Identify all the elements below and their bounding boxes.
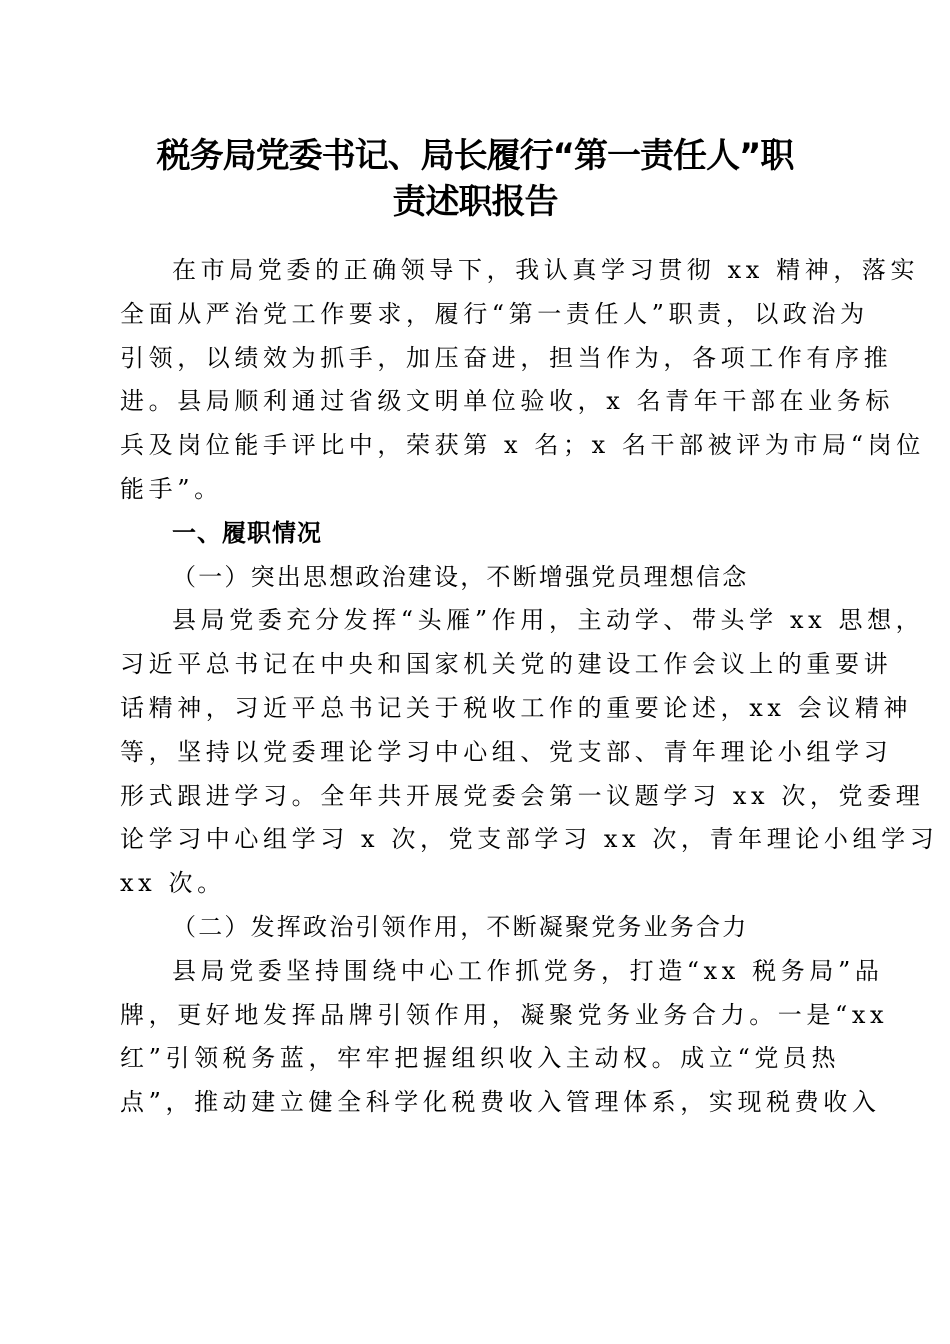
paragraph-line: 县局党委坚持围绕中心工作抓党务，打造“xx 税务局”品 (172, 956, 884, 985)
title-line-1: 税务局党委书记、局长履行“第一责任人”职 (156, 136, 794, 176)
document-body (120, 249, 939, 1125)
paragraph-line: 习近平总书记在中央和国家机关党的建设工作会议上的重要讲 (120, 650, 893, 679)
title-line-2: 责述职报告 (392, 182, 558, 222)
paragraph-line: 全面从严治党工作要求，履行“第一责任人”职责，以政治为 (120, 299, 869, 328)
intro-paragraph (120, 249, 925, 512)
paragraph-line: 在市局党委的正确领导下，我认真学习贯彻 xx 精神，落实 (172, 256, 920, 284)
paragraph-line: 兵及岗位能手评比中，荣获第 x 名；x 名干部被评为市局“岗位 (120, 431, 925, 460)
subsection-heading-1: （一）突出思想政治建设，不断增强党员理想信念 (172, 562, 749, 591)
paragraph-line: xx 次。 (120, 869, 226, 898)
paragraph-line: 进。县局顺利通过省级文明单位验收，x 名青年干部在业务标 (120, 387, 894, 416)
paragraph-line: 红”引领税务蓝，牢牢把握组织收入主动权。成立“党员热 (120, 1044, 841, 1073)
paragraph-line: 等，坚持以党委理论学习中心组、党支部、青年理论小组学习 (120, 737, 893, 766)
document-title (100, 133, 850, 225)
paragraph-line: 形式跟进学习。全年共开展党委会第一议题学习 xx 次，党委理 (120, 781, 925, 810)
subsection-1-paragraph (120, 599, 939, 906)
subsection-heading-2: （二）发挥政治引领作用，不断凝聚党务业务合力 (172, 912, 749, 941)
paragraph-line: 能手”。 (120, 474, 223, 503)
paragraph-line: 点”，推动建立健全科学化税费收入管理体系，实现税费收入 (120, 1088, 881, 1117)
paragraph-line: 牌，更好地发挥品牌引领作用，凝聚党务业务合力。一是“xx (120, 1000, 889, 1029)
paragraph-line: 引领，以绩效为抓手，加压奋进，担当作为，各项工作有序推 (120, 343, 893, 372)
paragraph-line: 县局党委充分发挥“头雁”作用，主动学、带头学 xx 思想， (172, 606, 925, 635)
subsection-2-paragraph (120, 950, 889, 1125)
paragraph-line: 话精神，习近平总书记关于税收工作的重要论述，xx 会议精神 (120, 693, 913, 722)
paragraph-line: 论学习中心组学习 x 次，党支部学习 xx 次，青年理论小组学习 (120, 825, 939, 854)
section-heading-1: 一、履职情况 (172, 518, 322, 547)
